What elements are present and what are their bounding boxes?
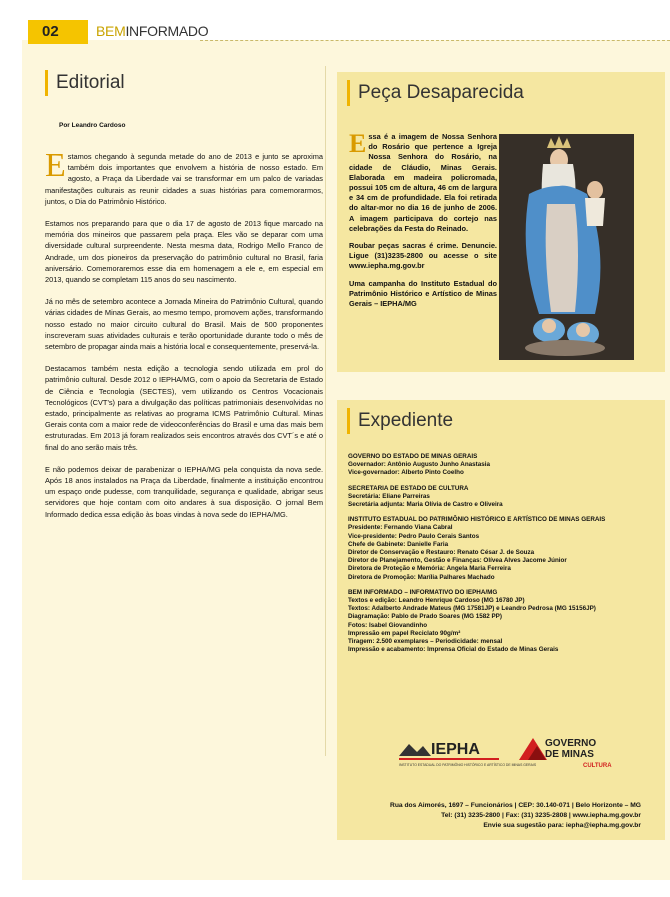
staff-line: Diretor de Conservação e Restauro: Renato César J. de Souza <box>348 549 535 557</box>
missing-piece-paragraph-1: Essa é a imagem de Nossa Senhora do Rosário que pertence a Igreja Nossa Senhora do Rosário, na cidade de Cláudio, Minas Gerais. Elaborada em madeira policromada, possui 105 cm de altura, 46 cm de largura e 34 cm de profundidade. Ela foi retirada do altar-mor no dia 16 de junho de 2006. A imagem participava do cortejo nas celebrações da Festa do Reinado. <box>349 129 497 233</box>
staff-line: Textos e edição: Leandro Henrique Cardoso (MG 16780 JP) <box>348 597 525 605</box>
staff-line: Fotos: Isabel Giovandinho <box>348 621 428 629</box>
staff-line: Presidente: Fernando Viana Cabral <box>348 524 453 532</box>
contact-footer <box>357 801 641 831</box>
staff-line: Impressão e acabamento: Imprensa Oficial do Estado de Minas Gerais <box>348 646 559 654</box>
statue-photo <box>499 134 634 360</box>
staff-list <box>348 453 653 654</box>
staff-line: Tiragem: 2.500 exemplares – Periodicidade: mensal <box>348 638 503 646</box>
staff-line: Diretor de Planejamento, Gestão e Finanças: Olívea Alves Jacome Júnior <box>348 557 567 565</box>
missing-piece-box <box>337 72 665 372</box>
header-divider <box>200 40 670 41</box>
dropcap: E <box>349 129 367 158</box>
statue-illustration <box>499 134 634 360</box>
staff-line: Secretária: Eliane Parreiras <box>348 492 430 500</box>
masthead <box>96 23 208 39</box>
editorial-column <box>45 70 323 531</box>
governo-logo-line1: GOVERNO <box>545 738 597 749</box>
editorial-title: Editorial <box>56 72 125 93</box>
staff-title: Expediente <box>358 410 454 431</box>
staff-line: Vice-presidente: Pedro Paulo Cerais Santos <box>348 532 480 540</box>
staff-line: Diretora de Promoção: Marília Palhares Machado <box>348 573 495 581</box>
page-number: 02 <box>28 20 88 44</box>
staff-line: Governador: Antônio Augusto Junho Anastasia <box>348 461 491 469</box>
footer-email: Envie sua sugestão para: iepha@iepha.mg.gov.br <box>483 822 641 829</box>
governo-logo-culture: CULTURA <box>583 763 612 769</box>
editorial-heading <box>45 70 323 96</box>
staff-line: Diagramação: Pablo de Prado Soares (MG 1582 PP) <box>348 613 502 621</box>
staff-box <box>337 400 665 840</box>
staff-section-heading: GOVERNO DO ESTADO DE MINAS GERAIS <box>348 453 478 460</box>
heading-accent-bar <box>347 408 350 434</box>
iepha-logo <box>399 741 537 767</box>
iepha-logo-subtitle: INSTITUTO ESTADUAL DO PATRIMÔNIO HISTÓRICO E ARTÍSTICO DE MINAS GERAIS <box>399 763 537 767</box>
staff-line: Diretora de Proteção e Memória: Angela Maria Ferreira <box>348 565 511 573</box>
staff-section-heading: SECRETARIA DE ESTADO DE CULTURA <box>348 484 469 492</box>
footer-phone: Tel: (31) 3235-2800 | Fax: (31) 3235-2808 | www.iepha.mg.gov.br <box>441 812 641 819</box>
editorial-paragraph-1: Estamos chegando à segunda metade do ano de 2013 e junto se aproxima também dois importantes que envolvem a história de nosso estado. Em agosto, a Praça da Liberdade vai se transformar em um palco de variadas manifestações culturais as reunir cidades a suas histórias para comemorarmos, juntos, o Dia do Patrimônio Histórico. <box>45 147 323 206</box>
column-divider <box>325 66 326 756</box>
missing-piece-text <box>349 129 497 316</box>
missing-piece-paragraph-3: Uma campanha do Instituto Estadual do Patrimônio Histórico e Artístico de Minas Gerais – IEPHA/MG <box>349 278 497 309</box>
staff-section-heading: INSTITUTO ESTADUAL DO PATRIMÔNIO HISTÓRICO E ARTÍSTICO DE MINAS GERAIS <box>348 516 606 524</box>
dropcap: E <box>45 147 66 184</box>
staff-line: Secretária adjunta: Maria Olívia de Castro e Oliveira <box>348 501 503 509</box>
editorial-byline: Por Leandro Cardoso <box>59 122 126 129</box>
heading-accent-bar <box>347 80 350 106</box>
staff-line: Impressão em papel Reciclato 90g/m² <box>348 629 461 637</box>
missing-piece-heading <box>347 80 524 106</box>
editorial-paragraph-4: Destacamos também nesta edição a tecnologia sendo utilizada em prol do patrimônio cultural. Desde 2012 o IEPHA/MG, com o apoio da Secretaria de Estado de Ciência e Tecnologia (SECTES), vem utilizando os Centros Vocacionais Tecnológicos (CVT's) para a divulgação das políticas patrimoniais desenvolvidas no estado, principalmente as relativas ao programa ICMS Patrimônio Cultural. Minas Gerais conta com a maior rede de videoconferências do Brasil e uma das mais bem estruturadas. Em 2013 já foram realizados seis encontros através dos CVT´s e até o final do ano serão mais três. <box>45 364 323 452</box>
staff-line: Chefe de Gabinete: Danielle Faria <box>348 540 449 548</box>
heading-accent-bar <box>45 70 48 96</box>
staff-section-heading: BEM INFORMADO – INFORMATIVO DO IEPHA/MG <box>348 588 498 596</box>
editorial-paragraph-3: Já no mês de setembro acontece a Jornada Mineira do Patrimônio Cultural, quando várias cidades de Minas Gerais, ao mesmo tempo, promovem ações, transformando nosso estado no maior circuito cultural do Brasil. Mais de 500 proponentes inscreveram suas atividades culturais e terão oportunidade durante todo o mês de setembro de propagar ainda mais a história local e consequentemente, preservá-la. <box>45 297 323 352</box>
editorial-paragraph-2: Estamos nos preparando para que o dia 17 de agosto de 2013 fique marcado na memória dos mineiros que passarem pela praça. Eles vão se deparar com uma diversidade cultural surpreendente. Nesta mesma data, Rodrigo Mello Franco de Andrade, um dos pioneiros da preservação do patrimônio cultural no Brasil, faria aniversário. Comemoraremos esse dia em homenagem a ele e, em especial em 2013, quando se completam 115 anos do seu nascimento. <box>45 219 323 285</box>
masthead-bem: BEM <box>96 23 126 39</box>
staff-line: Textos: Adalberto Andrade Mateus (MG 17581JP) e Leandro Pedrosa (MG 15156JP) <box>348 605 596 613</box>
iepha-logo-text: IEPHA <box>431 741 480 758</box>
staff-line: Vice-governador: Alberto Pinto Coelho <box>348 469 464 477</box>
governo-logo-line2: DE MINAS <box>545 749 594 760</box>
editorial-paragraph-5: E não podemos deixar de parabenizar o IEPHA/MG pela conquista da nova sede. Após 18 anos instalados na Praça da Liberdade, finalmente a instituição encontrou um espaço onde pudesse, com tranquilidade, segurança e qualidade, abrigar seus servidores que hoje contam com oito andares à sua disposição. O jornal Bem Informado dedica essa edição às boas vindas à nova sede do IEPHA/MG. <box>45 464 323 519</box>
logos <box>397 730 637 774</box>
masthead-informado: INFORMADO <box>125 23 209 39</box>
missing-piece-title: Peça Desaparecida <box>358 82 524 103</box>
staff-heading <box>347 408 453 434</box>
footer-address: Rua dos Aimorés, 1697 – Funcionários | CEP: 30.140-071 | Belo Horizonte – MG <box>389 802 641 809</box>
missing-piece-paragraph-2: Roubar peças sacras é crime. Denuncie. Ligue (31)3235-2800 ou acesse o site www.iepha.mg.gov.br <box>349 241 497 271</box>
